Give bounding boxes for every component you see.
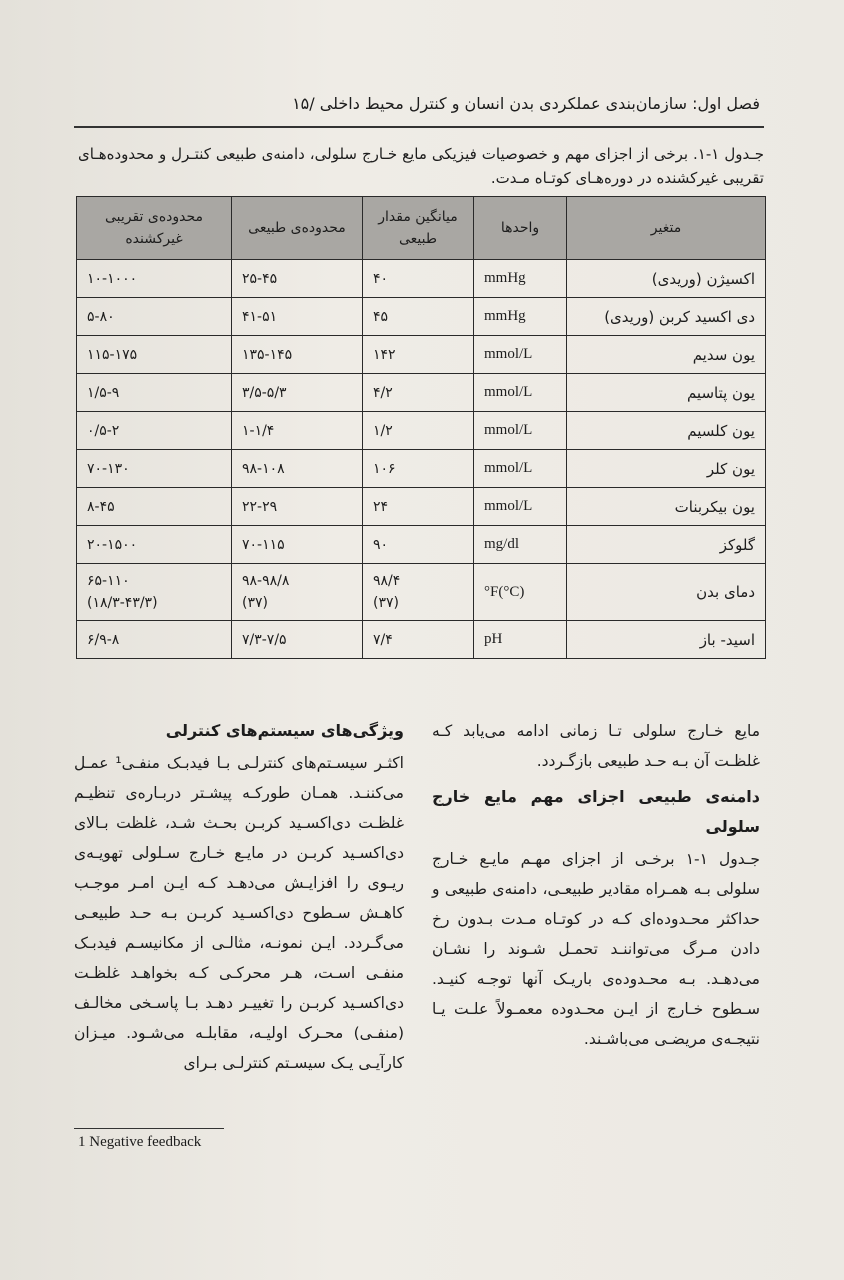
data-table [76,196,766,659]
row-variable: یون بیکربنات [567,488,766,526]
row-normal: ۲۲-۲۹ [232,488,363,526]
row-mean: ۲۴ [363,488,474,526]
row-mean: ۴/۲ [363,374,474,412]
body-paragraph: جـدول ۱-۱ برخـی از اجزای مهـم مایـع خـارج سلولی بـه همـراه مقادیر طبیعـی، دامنه‌ی طبیعی و حداکثر محـدوده‌ای کـه در کوتـاه مـدت بـدون رخ دادن مـرگ می‌تواننـد تحمـل شـوند را نشـان می‌دهـد. بـه محـدوده‌ی باریـک آنها توجـه کنیـد. سـطوح خـارج از ایـن محـدوده معمـولاً علـت یـا نتیجـه‌ی مریضـی می‌باشـند. [432,850,760,1048]
row-mean: ۹۰ [363,526,474,564]
row-unit: mmol/L [474,374,567,412]
footnote: 1 Negative feedback [78,1134,202,1150]
header-variable: متغیر [567,197,766,260]
row-nonlethal: ۸-۴۵ [77,488,232,526]
header-nonlethal-range: محدوده‌ی تقریبی غیرکشنده [77,197,232,260]
row-variable: یون کلسیم [567,412,766,450]
running-header: فصل اول: سازمان‌بندی عملکردی بدن انسان و کنترل محیط داخلی /۱۵ [292,94,760,113]
row-variable: دمای بدن [567,564,766,621]
row-nonlethal [77,564,232,621]
row-mean: ۱۰۶ [363,450,474,488]
right-column [432,716,760,1054]
row-normal: ۷۰-۱۱۵ [232,526,363,564]
header-rule [74,126,764,128]
row-unit: mmol/L [474,450,567,488]
table-row [77,298,766,336]
row-unit: pH [474,621,567,659]
footnote-rule [74,1128,224,1129]
header-mean: میانگین مقدار طبیعی [363,197,474,260]
row-mean: ۴۵ [363,298,474,336]
row-normal: ۹۸-۱۰۸ [232,450,363,488]
header-units: واحدها [474,197,567,260]
row-normal-f: ۹۸-۹۸/۸ [242,573,290,589]
row-normal: ۱-۱/۴ [232,412,363,450]
row-nonlethal: ۵-۸۰ [77,298,232,336]
row-normal [232,564,363,621]
left-column [74,716,404,1078]
table-header-row [77,197,766,260]
row-nonlethal: ۷۰-۱۳۰ [77,450,232,488]
row-normal-c: (۳۷) [242,595,268,611]
row-normal: ۷/۳-۷/۵ [232,621,363,659]
row-nonlethal: ۰/۵-۲ [77,412,232,450]
table-row [77,412,766,450]
row-normal: ۲۵-۴۵ [232,260,363,298]
row-variable: یون کلر [567,450,766,488]
row-nonlethal: ۱/۵-۹ [77,374,232,412]
row-variable: اکسیژن (وریدی) [567,260,766,298]
row-unit: mg/dl [474,526,567,564]
row-nonlethal-f: ۶۵-۱۱۰ [87,573,130,589]
table-row [77,260,766,298]
row-mean: ۴۰ [363,260,474,298]
row-nonlethal-c: (۱۸/۳-۴۳/۳) [87,595,158,611]
table-row [77,621,766,659]
row-mean-f: ۹۸/۴ [373,573,401,589]
row-normal: ۴۱-۵۱ [232,298,363,336]
row-unit: mmol/L [474,336,567,374]
section-heading: ویژگی‌های سیستم‌های کنترلی [165,721,404,740]
continuation-paragraph: مایع خـارج سلولی تـا زمانی ادامه می‌یابد کـه غلظـت آن بـه حـد طبیعی بازگـردد. [432,722,760,770]
header-normal-range: محدوده‌ی طبیعی [232,197,363,260]
row-unit: mmHg [474,298,567,336]
row-normal: ۱۳۵-۱۴۵ [232,336,363,374]
body-paragraph: اکثـر سیسـتم‌های کنترلـی بـا فیدبـک منفـی¹ عمـل می‌کننـد. همـان طورکـه پیشـتر دربـاره‌ی تنظیـم غلظـت دی‌اکسـید کربـن بحـث شـد، غلظت بـالای دی‌اکسـید کربـن در مایـع خـارج سـلولی تهویـه‌ی ریـوی را افزایـش می‌دهـد کـه ایـن امـر موجـب کاهـش سـطوح دی‌اکسـید کربـن بـه حـد طبیعـی می‌گـردد. ایـن نمونـه، مثالـی از مکانیسـم فیدبـک منفـی اسـت، هـر محرکـی کـه بخواهـد غلظـت دی‌اکسـید کربـن را تغییـر دهـد بـا پاسـخی مخالـف (منفـی) محـرک اولیـه، مقابلـه می‌شـود. میـزان کارآیـی یـک سیسـتم کنترلـی بـرای [74,754,404,1072]
row-unit: °F(°C) [474,564,567,621]
row-variable: دی اکسید کربن (وریدی) [567,298,766,336]
row-unit: mmol/L [474,412,567,450]
table-row [77,374,766,412]
row-mean: ۷/۴ [363,621,474,659]
row-variable: یون پتاسیم [567,374,766,412]
table-caption: جـدول ۱-۱. برخی از اجزای مهم و خصوصیات فیزیکی مایع خـارج سلولی، دامنه‌ی طبیعی کنتـرل و محدوده‌هـای تقریبی غیرکشنده در دوره‌هـای کوتـاه مـدت. [78,145,765,187]
row-mean [363,564,474,621]
row-mean: ۱۴۲ [363,336,474,374]
row-variable: اسید- باز [567,621,766,659]
row-nonlethal: ۲۰-۱۵۰۰ [77,526,232,564]
table-row [77,450,766,488]
row-variable: گلوکز [567,526,766,564]
section-heading: دامنه‌ی طبیعی اجزای مهم مایع خارج سلولی [432,787,760,836]
row-unit: mmHg [474,260,567,298]
table-row [77,488,766,526]
row-unit: mmol/L [474,488,567,526]
row-normal: ۳/۵-۵/۳ [232,374,363,412]
row-mean: ۱/۲ [363,412,474,450]
row-nonlethal: ۶/۹-۸ [77,621,232,659]
row-variable: یون سدیم [567,336,766,374]
table-row [77,336,766,374]
table-row [77,526,766,564]
row-nonlethal: ۱۰-۱۰۰۰ [77,260,232,298]
table-row [77,564,766,621]
row-mean-c: (۳۷) [373,595,399,611]
row-nonlethal: ۱۱۵-۱۷۵ [77,336,232,374]
